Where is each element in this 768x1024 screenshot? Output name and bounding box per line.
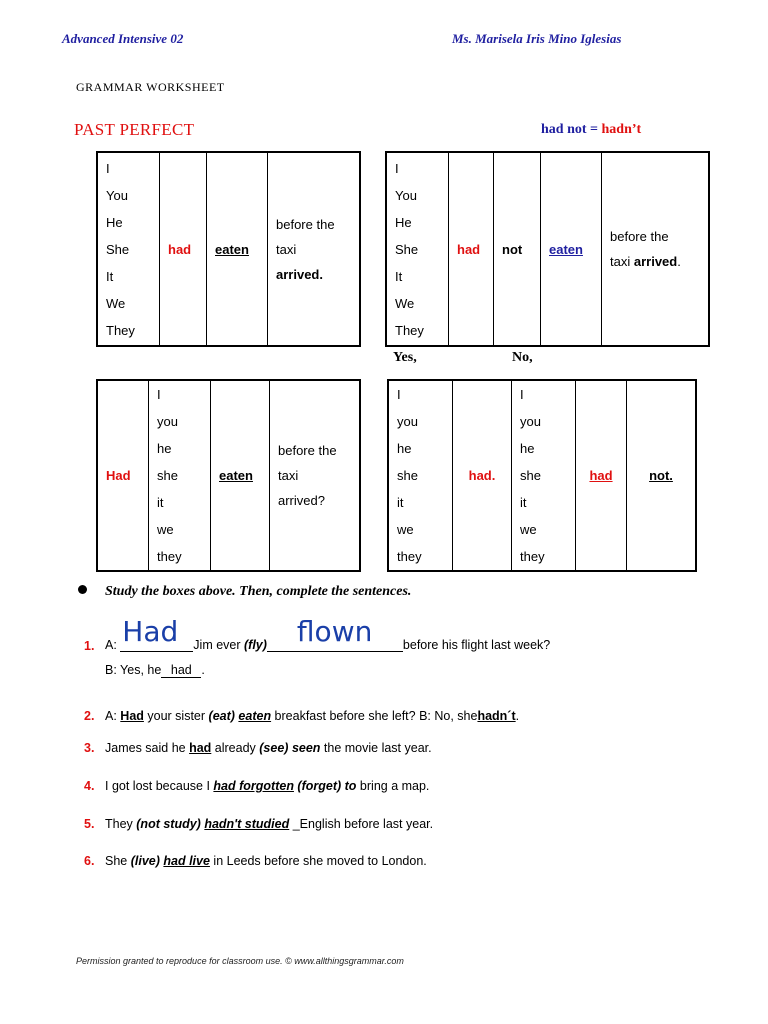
- clause-cell: [602, 152, 710, 346]
- short-answer-table: [387, 379, 697, 572]
- pronoun: They: [395, 322, 424, 338]
- verb-hint: (not study): [136, 817, 201, 831]
- negation-cell: not: [494, 152, 541, 346]
- pronoun: they: [397, 549, 422, 564]
- no-label: No,: [512, 350, 533, 365]
- pronoun: You: [106, 187, 128, 203]
- pronoun: you: [397, 414, 418, 429]
- pronoun: She: [106, 241, 130, 257]
- answer[interactable]: seen: [291, 741, 321, 755]
- pronoun: it: [520, 495, 527, 510]
- clause-line: taxi: [278, 468, 299, 483]
- sentence-3: [105, 741, 432, 755]
- pronoun: they: [520, 549, 545, 564]
- question-table: [96, 379, 361, 572]
- answer[interactable]: hadn´t: [477, 709, 516, 723]
- clause-line: arrived?: [278, 493, 325, 508]
- sentence-6: [105, 854, 427, 868]
- answer[interactable]: to: [344, 779, 357, 793]
- clause-word: taxi: [610, 254, 631, 269]
- sentence-5: [105, 817, 433, 831]
- sentence-text: Jim ever: [193, 638, 244, 652]
- sentence-text: already: [211, 741, 260, 755]
- verb-hint: (forget): [293, 779, 345, 793]
- sentence-text: A:: [105, 709, 121, 723]
- pronoun: He: [106, 214, 123, 230]
- pronoun: he: [157, 441, 172, 456]
- verb-hint: (fly): [244, 638, 267, 652]
- sentence-number: 6.: [84, 854, 95, 868]
- answer-blank[interactable]: had: [161, 663, 201, 678]
- pronoun-column: [386, 152, 449, 346]
- pronoun: It: [395, 268, 403, 284]
- clause-line: before the: [610, 229, 669, 244]
- sentence-text: bring a map.: [356, 779, 430, 793]
- pronoun: she: [157, 468, 178, 483]
- pronoun: you: [157, 414, 178, 429]
- pronoun-column: [149, 380, 211, 571]
- header-right: Ms. Marisela Iris Mino Iglesias: [452, 31, 622, 46]
- pronoun: it: [157, 495, 164, 510]
- no-aux-cell: had: [576, 380, 627, 571]
- verb-hint: (eat): [208, 709, 235, 723]
- sentence-4: [105, 779, 429, 793]
- pronoun: he: [520, 441, 535, 456]
- pronoun: they: [157, 549, 182, 564]
- contraction-eq: =: [586, 122, 602, 137]
- clause-line: taxi: [276, 241, 297, 257]
- answer[interactable]: had forgotten: [213, 779, 294, 793]
- clause-cell: [268, 152, 361, 346]
- pronoun-column: [388, 380, 453, 571]
- contraction-short: hadn’t: [601, 122, 642, 137]
- sentence-number: 2.: [84, 709, 95, 723]
- aux-cell: had: [160, 152, 207, 346]
- verb-hint: (see): [259, 741, 289, 755]
- verb-hint: (live): [130, 854, 160, 868]
- section-title: PAST PERFECT: [74, 120, 195, 139]
- sentence-text: before his flight last week?: [402, 638, 551, 652]
- sentence-prefix: B: Yes, he: [105, 663, 162, 677]
- header-left: Advanced Intensive 02: [62, 31, 184, 46]
- pronoun-column: [97, 152, 160, 346]
- answer[interactable]: had: [189, 741, 212, 755]
- footer-permission: Permission granted to reproduce for classroom use. © www.allthingsgrammar.com: [76, 956, 404, 966]
- pronoun: I: [157, 387, 161, 402]
- sentence-text: I got lost because I: [105, 779, 214, 793]
- contraction-full: had not: [541, 122, 587, 137]
- sentence-number: 4.: [84, 779, 95, 793]
- answer-blank[interactable]: [120, 615, 193, 652]
- pronoun: I: [520, 387, 524, 402]
- pronoun: she: [397, 468, 418, 483]
- sentence-text: in Leeds before she moved to London.: [209, 854, 427, 868]
- clause-word: arrived: [633, 254, 678, 269]
- pronoun: I: [397, 387, 401, 402]
- instructions: Study the boxes above. Then, complete the sentences.: [105, 584, 412, 599]
- pronoun: we: [157, 522, 174, 537]
- sentence-number: 1.: [84, 639, 95, 653]
- answer-blank[interactable]: [267, 615, 403, 652]
- pronoun: We: [106, 295, 126, 311]
- aux-cell: Had: [97, 380, 149, 571]
- sentence-text: your sister: [143, 709, 209, 723]
- negation-cell: not.: [627, 380, 697, 571]
- sentence-text: James said he: [105, 741, 190, 755]
- pronoun: it: [397, 495, 404, 510]
- pronoun: He: [395, 214, 412, 230]
- sentence-punct: .: [201, 663, 205, 677]
- yes-aux-cell: had.: [453, 380, 512, 571]
- answer[interactable]: hadn't studied: [204, 817, 290, 831]
- sentence-text: They: [105, 817, 137, 831]
- pronoun: you: [520, 414, 541, 429]
- handwritten-answer: flown: [296, 615, 373, 648]
- pronoun: he: [397, 441, 412, 456]
- answer[interactable]: had live: [163, 854, 210, 868]
- worksheet-title: GRAMMAR WORKSHEET: [76, 80, 225, 94]
- pronoun: I: [395, 160, 399, 176]
- yes-label: Yes,: [393, 350, 417, 365]
- pronoun: I: [106, 160, 110, 176]
- sentence-prefix: A:: [105, 638, 121, 652]
- negative-table: [385, 151, 710, 347]
- verb-cell: eaten: [211, 380, 270, 571]
- pronoun: we: [520, 522, 537, 537]
- pronoun: You: [395, 187, 417, 203]
- sentence-1-response: [105, 663, 205, 678]
- sentence-text: She: [105, 854, 131, 868]
- clause-line: arrived.: [276, 266, 323, 282]
- sentence-text: _English before last year.: [289, 817, 434, 831]
- aux-cell: had: [449, 152, 494, 346]
- pronoun: we: [397, 522, 414, 537]
- answer[interactable]: Had: [120, 709, 144, 723]
- sentence-1: [105, 615, 551, 660]
- clause-cell: [270, 380, 361, 571]
- sentence-number: 3.: [84, 741, 95, 755]
- pronoun: She: [395, 241, 419, 257]
- clause-punct: .: [677, 254, 681, 269]
- bullet-icon: [78, 585, 87, 594]
- clause-line: before the: [278, 443, 337, 458]
- verb-cell: eaten: [541, 152, 602, 346]
- answer[interactable]: eaten: [238, 709, 272, 723]
- pronoun: We: [395, 295, 415, 311]
- sentence-text: .: [515, 709, 520, 723]
- pronoun: she: [520, 468, 541, 483]
- sentence-text: the movie last year.: [320, 741, 432, 755]
- verb-cell: eaten: [207, 152, 268, 346]
- handwritten-answer: Had: [122, 615, 179, 648]
- clause-line: [610, 249, 700, 274]
- pronoun: They: [106, 322, 135, 338]
- pronoun-column: [512, 380, 576, 571]
- sentence-text: breakfast before she left? B: No, she: [271, 709, 478, 723]
- sentence-number: 5.: [84, 817, 95, 831]
- sentence-2: [105, 709, 519, 723]
- contraction-note: [541, 122, 641, 138]
- clause-line: before the: [276, 216, 335, 232]
- pronoun: It: [106, 268, 114, 284]
- affirmative-table: [96, 151, 361, 347]
